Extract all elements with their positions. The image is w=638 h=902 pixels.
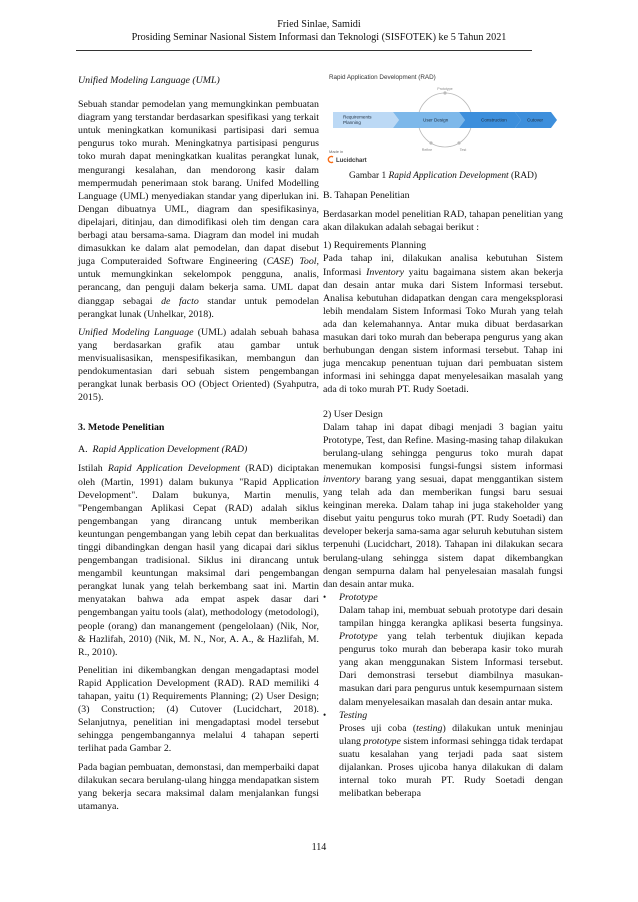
bullet-glyph: • bbox=[323, 709, 327, 720]
text-run-italic: CASE bbox=[266, 256, 291, 268]
text-run-italic: prototype bbox=[363, 735, 401, 747]
tahapan-intro: Berdasarkan model penelitian RAD, tahapan penelitian yang akan dilakukan adalah sebagai berikut : bbox=[323, 209, 563, 234]
text-run: yaitu bagaimana sistem akan bekerja dan desain antar muka dari Sistem Informasi tersebut. Analisa kebutuhan didapatkan dengan cara mengeksplorasi lebih mendalam Sistem Informasi Toko Murah yang telah ada dan kelemahannya. Antar muka dibuat berdasarkan masukan dari toko murah dan beberapa pengurus yang akan berhubungan dengan sistem informasi tersebut. Tahap ini juga mencakup penentuan tujuan dari pembuatan sistem informasi ini sehingga dapat menyelesaikan masalah yang ada di toko murah PT. Rudy Soetadi. bbox=[323, 266, 563, 396]
caption-italic: Rapid Application Development bbox=[388, 171, 509, 181]
text-run-italic: Tool bbox=[299, 256, 317, 268]
page-number: 114 bbox=[311, 842, 327, 853]
rad-paragraph-3: Pada bagian pembuatan, demonstasi, dan memperbaiki dapat dilakukan secara berulang-ulang hingga mendapatkan sistem yang bekerja secara maksimal dalam menjalankan fungsi utamanya. bbox=[78, 761, 319, 812]
bullet-body bbox=[339, 591, 563, 709]
text-run-italic: Inventory bbox=[366, 266, 404, 278]
text-run-italic: de facto bbox=[161, 295, 199, 307]
subsection-label: A. bbox=[78, 444, 88, 456]
text-run: (RAD) diciptakan oleh (Martin, 1991) dalam bukunya "Rapid Application Development". Dalam bukunya, Martin menulis, "Pengembangan Aplikasi Cepat (RAD) adalah siklus pengembangan yang dirancang untuk memberikan keuntungan pengembangan yang lebih cepat dan berkualitas tinggi dibandingkan dengan hasil yang dicapai dari siklus pengembangan tradisional. Siklus ini dirancang untuk mengambil keuntungan maksimal dari pengembangan perangkat lunak yang telah berkembang saat ini. Martin menyatakan bahwa ada empat aspek dasar dari pengembangan yaitu tools (alat), methodology (metodologi), people (orang) dan manangement (pengelolaan) (Nik, Nor, & Hazlifah, 2010) (Nik, M. N., Nor, A. A., & Hazlifah, M. R., 2010). bbox=[78, 463, 319, 658]
text-run: Sebuah standar pemodelan yang memungkinkan pembuatan diagram yang terstandar berdasarkan spesifikasi yang terkait untuk meningkatkan komunikasi partisipasi dari semua pengurus toko murah. Meningkatnya partisipasi pengurus toko murah dapat meningkatkan kualitas perangkat lunak, mengurangi kesalahan, dan mendorong kasir dalam mempermudah penerimaan stok barang. Unifed Modelling Language (UML) menyediakan standar yang diperlukan ini. Dengan dibuatnya UML, diagram dan spesifikasinya, dipelajari, ditinjau, dan dimodifikasi oleh tim dengan cara berbagi atau bersama-sama. Diagram dan model ini mudah dimasukkan ke dalam alat pemodelan, dan dapat disebut juga Computeraided Software Engineering ( bbox=[78, 99, 319, 268]
spacer bbox=[78, 409, 319, 415]
text-run: ) bbox=[290, 256, 300, 268]
bullet-title-prototype: Prototype bbox=[339, 591, 378, 603]
caption-prefix: Gambar 1 bbox=[348, 171, 389, 181]
right-column bbox=[323, 74, 563, 800]
subsection-title: Rapid Application Development (RAD) bbox=[92, 444, 248, 456]
node-test: Test bbox=[459, 148, 467, 152]
subsection-heading-a bbox=[78, 443, 319, 456]
uml-paragraph-1 bbox=[78, 98, 319, 321]
label-user-design: User Design bbox=[423, 117, 449, 123]
text-run-italic: inventory bbox=[323, 473, 361, 485]
header-authors: Fried Sinlae, Samidi bbox=[277, 19, 361, 30]
text-run: (UML) adalah sebuah bahasa yang berdasarkan grafik atau gambar untuk menvisualisasikan, menspesifikasikan, membangun dan pendokumentasian dari sebuah sistem pengembangan perangkat lunak berbasis OO (Object Oriented) (Syahputra, 2015). bbox=[78, 326, 319, 404]
label-cutover: Cutover bbox=[527, 117, 544, 123]
bullet-glyph: • bbox=[323, 591, 327, 602]
made-in-label: Made in bbox=[329, 149, 344, 154]
cycle-dot-test bbox=[457, 141, 460, 144]
step-heading-user-design: 2) User Design bbox=[323, 408, 383, 420]
caption-suffix: (RAD) bbox=[508, 171, 538, 181]
text-run: Proses uji coba ( bbox=[339, 722, 417, 734]
text-run: sistem informasi sehingga tidak terdapat suatu kesalahan yang terjadi pada saat sistem dijalankan. Proses ujicoba hanya dilakukan di dalam internal toko murah PT. Rudy Soetadi dengan melibatkan beberapa bbox=[339, 735, 563, 800]
header-rule bbox=[76, 50, 532, 51]
subsection-heading-b: B. Tahapan Penelitian bbox=[323, 190, 410, 202]
text-run: Dalam tahap ini, membuat sebuah prototype dari desain tampilan hingga kerangka aplikasi beserta fungsinya. bbox=[339, 604, 563, 629]
section-heading-3: 3. Metode Penelitian bbox=[78, 422, 165, 434]
node-refine: Refine bbox=[421, 148, 433, 152]
user-design-paragraph bbox=[323, 421, 563, 591]
cycle-dot-prototype bbox=[443, 91, 446, 94]
figure-rad-diagram bbox=[323, 71, 563, 167]
bullet-text-testing bbox=[339, 722, 563, 801]
bullet-testing bbox=[323, 709, 563, 801]
label-construction: Construction bbox=[481, 117, 507, 123]
label-requirements-line1: Requirements bbox=[343, 114, 372, 120]
bullet-title-testing: Testing bbox=[339, 709, 368, 721]
lucidchart-brand: Lucidchart bbox=[336, 158, 367, 164]
text-run: Istilah bbox=[78, 463, 108, 475]
text-run: Pada tahap ini, dilakukan analisa kebutuhan Sistem Informasi bbox=[323, 253, 563, 278]
text-run-italic: Prototype bbox=[339, 631, 378, 643]
figure-title: Rapid Application Development (RAD) bbox=[329, 74, 436, 81]
bullet-text-prototype bbox=[339, 604, 563, 709]
step-heading-requirements: 1) Requirements Planning bbox=[323, 240, 427, 252]
text-run: barang yang sesuai, dapat menggantikan sistem yang telah ada dan memberikan fungsi baru sesuai keinginan mereka. Dalam tahap ini juga stakeholder yang disebut yaitu pengurus toko murah (PT. Rudy Soetadi) dan developer bekerja sama-sama agar seluruh kebutuhan sistem terpenuhi (Lucidchart, 2018). Tahapan ini dilakukan secara berulang-ulang sehingga sistem dapat dikembangkan dengan sempurna dalam hal penyelesaian masalah fungsi dan desain antar muka. bbox=[323, 473, 563, 590]
running-header bbox=[60, 18, 578, 44]
uml-heading: Unified Modeling Language (UML) bbox=[78, 75, 220, 86]
requirements-paragraph bbox=[323, 252, 563, 396]
rad-diagram-svg bbox=[323, 71, 563, 167]
text-run: yang telah terbentuk diujikan kepada pengurus toko murah dan beberapa kasir toko murah yang akan menggunakan Sistem Informasi tersebut. Dari demonstrasi tersebut diambilnya masukan-masukan dari para pengurus untuk kesempurnaan sistem dalam menyelesaikan masalah dan desain antar muka. bbox=[339, 631, 563, 708]
text-run: , untuk memungkinkan sekelompok pengguna, analis, perancang, dan penguji dalam bekerja sama. UML dapat dianggap sebagai bbox=[78, 256, 319, 307]
text-run-italic: Unified Modeling Language bbox=[78, 326, 194, 338]
text-run: ) dilakukan untuk meninjau ulang bbox=[339, 722, 563, 747]
bullet-body bbox=[339, 709, 563, 801]
text-run-italic: testing bbox=[416, 722, 443, 734]
text-run: Dalam tahap ini dapat dibagi menjadi 3 bagian yaitu Prototype, Test, dan Refine. Masing-masing tahap dilakukan berulang-ulang sehingga pengurus toko murah dapat menemukan komposisi fungsi-fungsi sistem informasi bbox=[323, 421, 563, 472]
bullet-prototype bbox=[323, 591, 563, 709]
header-proceedings: Prosiding Seminar Nasional Sistem Informasi dan Teknologi (SISFOTEK) ke 5 Tahun 2021 bbox=[131, 32, 507, 43]
node-prototype: Prototype bbox=[437, 87, 453, 91]
figure-caption bbox=[323, 170, 563, 183]
uml-paragraph-2 bbox=[78, 326, 319, 405]
text-run-italic: Rapid Application Development bbox=[107, 463, 240, 475]
text-run: standar untuk pemodelan perangkat lunak (Unhelkar, 2018). bbox=[78, 295, 319, 320]
label-requirements-line2: Planning bbox=[343, 120, 361, 126]
cycle-dot-refine bbox=[429, 141, 432, 144]
left-column bbox=[78, 74, 319, 818]
rad-paragraph-1 bbox=[78, 462, 319, 658]
rad-paragraph-2: Penelitian ini dikembangkan dengan mengadaptasi model Rapid Application Development (RAD). RAD memiliki 4 tahapan, yaitu (1) Requirements Planning; (2) User Design; (3) Construction; (4) Cutover (Lucidchart, 2018). Selanjutnya, penelitian ini mengadaptasi model tersebut sehingga pengembangannya melalui 4 tahapan seperti terlihat pada Gambar 2. bbox=[78, 664, 319, 755]
